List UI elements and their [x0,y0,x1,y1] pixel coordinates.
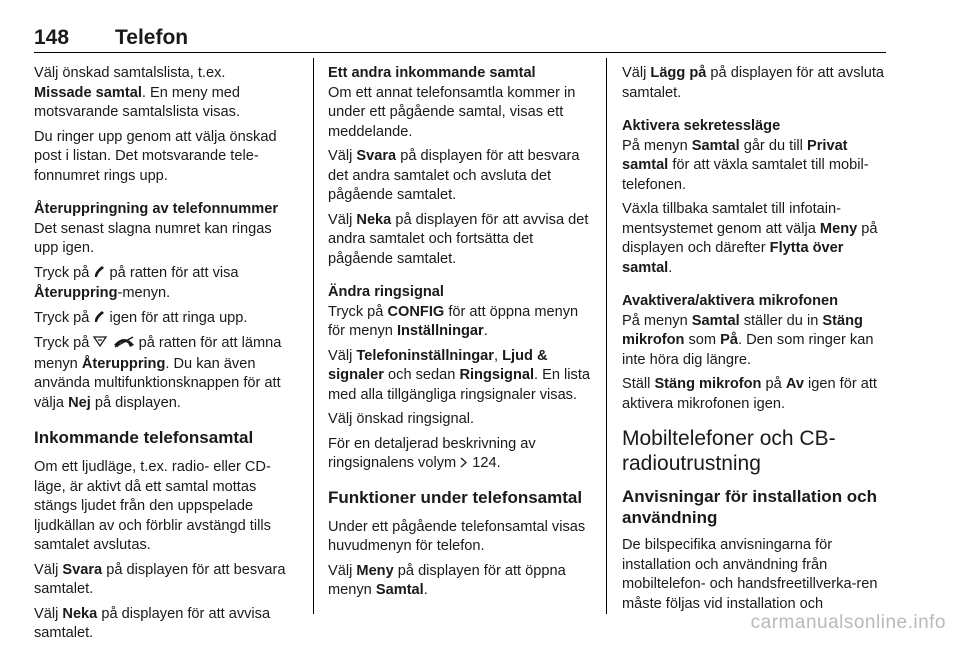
paragraph: För en detaljerad beskrivning av ringsignalens volym 124. [328,435,590,475]
paragraph: Välj Svara på displayen för att besvara det andra samtalet och avsluta det pågående samtalet. [328,148,580,203]
section-heading-ringtone: Ändra ringsignal [328,284,444,300]
paragraph: På menyn Samtal går du till Privat samtal för att växla samtalet till mobil-telefonen. [622,137,869,193]
paragraph: Tryck på igen för att ringa upp. [34,309,298,330]
paragraph: Tryck på på ratten för att lämna menyn Återuppring. Du kan även använda multifunktionsknappen för att välja Nej på displayen. [34,335,282,411]
section-heading-privacy: Aktivera sekretessläge [622,118,781,134]
phone-handset-icon [93,310,105,330]
phone-handset-icon [93,265,105,285]
hang-up-icon [113,335,135,355]
chapter-heading-mobile: Mobiltelefoner och CB-radioutrustning [622,427,836,475]
paragraph: Tryck på CONFIG för att öppna menyn för menyn Inställningar. [328,303,579,339]
paragraph: Välj önskad samtalslista, t.ex. Missade samtal. En meny med motsvarande samtalslista visas. [34,65,241,120]
paragraph: Om ett annat telefonsamtla kommer in under ett pågående samtal, visas ett meddelande. [328,84,576,140]
page-reference-arrow-icon [460,455,468,475]
section-heading-redial: Återuppringning av telefonnummer [34,201,279,217]
paragraph: Välj Telefoninställningar, Ljud & signaler och sedan Ringsignal. En lista med alla tillgängliga ringsignaler visas. [328,347,591,403]
paragraph: Du ringer upp genom att välja önskad post i listan. Det motsvarande tele-fonnumret rings upp. [34,128,277,184]
column-divider [606,58,607,614]
paragraph: Välj Svara på displayen för att besvara samtalet. [34,561,286,597]
page-number: 148 [34,26,70,49]
column-2 [328,64,590,606]
paragraph: Välj Neka på displayen för att avvisa det andra samtalet och fortsätta det pågående samtalet. [328,211,589,267]
column-3 [622,64,888,619]
section-heading-incoming: Inkommande telefonsamtal [34,428,254,447]
paragraph: Välj Meny på displayen för att öppna menyn Samtal. [328,562,566,598]
paragraph: Välj önskad ringsignal. [328,411,475,427]
page-header [34,22,886,53]
column-divider [313,58,314,614]
paragraph: På menyn Samtal ställer du in Stäng mikrofon som På. Den som ringer kan inte höra dig längre. [622,312,874,368]
paragraph: Om ett ljudläge, t.ex. radio- eller CD-läge, är aktivt då ett samtal mottas stängs ljudet från den uppspelade ljudkällan av och förblir avstängd tills samtalet avslutas. [34,459,271,553]
section-heading-microphone: Avaktivera/aktivera mikrofonen [622,293,839,309]
paragraph: Välj Neka på displayen för att avvisa samtalet. [34,605,271,641]
paragraph: De bilspecifika anvisningarna för installation och användning från mobiltelefon- och handsfreetillverka-ren måste följas vid installation och [622,537,878,612]
watermark: carmanualsonline.info [750,612,946,633]
column-1 [34,64,298,649]
section-heading-call-functions: Funktioner under telefonsamtal [328,487,583,507]
paragraph: Tryck på på ratten för att visa Återuppring-menyn. [34,264,239,301]
paragraph: Ställ Stäng mikrofon på Av igen för att aktivera mikrofonen igen. [622,376,877,412]
page-title: Telefon [115,26,189,49]
section-heading-installation: Anvisningar för installation och användning [622,487,878,527]
section-heading-second-call: Ett andra inkommande samtal [328,65,536,81]
voice-control-icon [93,335,108,355]
paragraph: Växla tillbaka samtalet till infotain-mentsystemet genom att välja Meny på displayen och därefter Flytta över samtal. [622,201,878,276]
paragraph: Det senast slagna numret kan ringas upp igen. [34,220,272,256]
paragraph: Under ett pågående telefonsamtal visas huvudmenyn för telefon. [328,518,586,554]
paragraph: Välj Lägg på på displayen för att avsluta samtalet. [622,65,885,101]
